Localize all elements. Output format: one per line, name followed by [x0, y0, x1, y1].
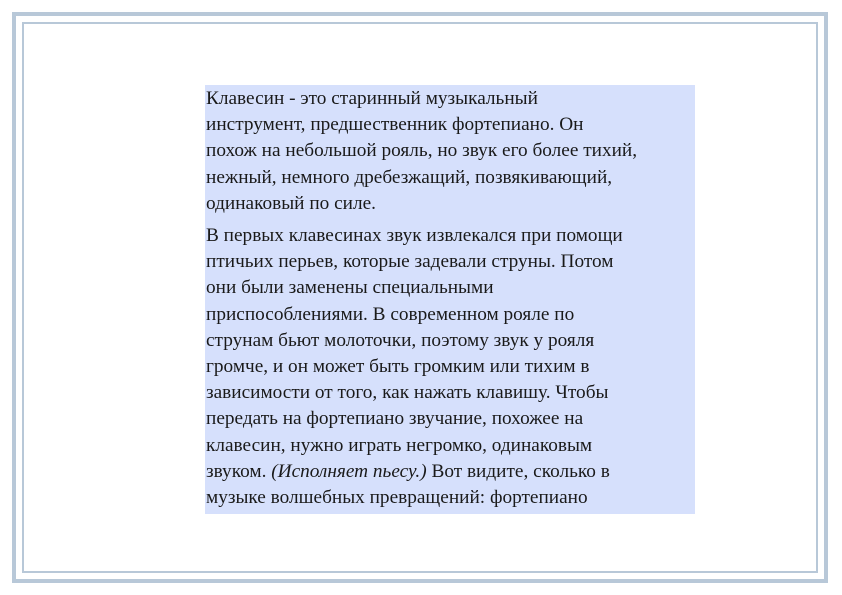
text-line: Клавесин - это старинный музыкальный — [206, 88, 538, 109]
text-line: передать на фортепиано звучание, похожее на — [206, 408, 584, 430]
text-line-with-stage-direction — [206, 459, 695, 485]
stage-direction: (Исполняет пьесу.) — [271, 460, 427, 482]
text-line: клавесин, нужно играть негромко, одинаковым — [206, 434, 593, 456]
text-segment: Вот видите, сколько в — [426, 460, 610, 482]
text-line: птичьих перьев, которые задевали струны. Потом — [206, 251, 614, 273]
text-box — [205, 85, 695, 514]
text-segment: звуком. — [206, 460, 272, 482]
paragraph-sound-production — [206, 223, 695, 511]
text-line: музыке волшебных превращений: фортепиано — [206, 487, 588, 509]
text-line: одинаковый по силе. — [206, 192, 376, 214]
text-line: инструмент, предшественник фортепиано. Он — [206, 114, 584, 136]
text-line: В первых клавесинах звук извлекался при помощи — [206, 225, 623, 247]
text-line: струнам бьют молоточки, поэтому звук у рояля — [206, 329, 595, 351]
text-line: нежный, немного дребезжащий, позвякивающий, — [206, 166, 613, 188]
text-line: они были заменены специальными — [206, 277, 494, 299]
text-line: зависимости от того, как нажать клавишу. Чтобы — [206, 382, 609, 404]
paragraph-harpsichord-intro — [206, 86, 695, 217]
text-line: громче, и он может быть громким или тихим в — [206, 356, 590, 378]
text-line: приспособлениями. В современном рояле по — [206, 303, 575, 325]
text-line: похож на небольшой рояль, но звук его более тихий, — [206, 140, 638, 162]
